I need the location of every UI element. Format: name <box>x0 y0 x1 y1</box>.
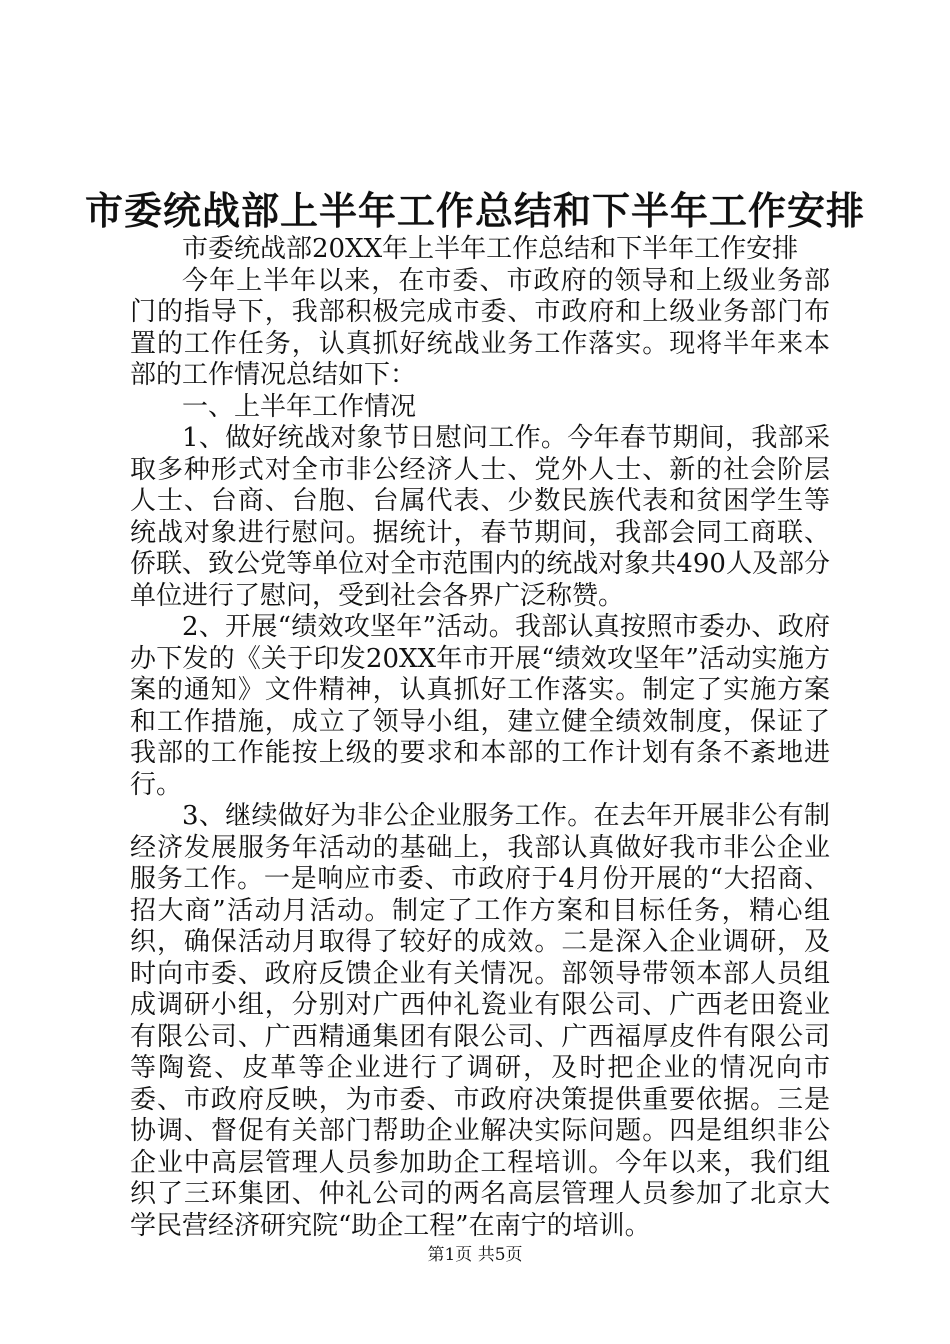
item-2-paragraph: 2、开展“绩效攻坚年”活动。我部认真按照市委办、政府办下发的《关于印发20XX年市开展“绩效攻坚年”活动实施方案的通知》文件精神，认真抓好工作落实。制定了实施方案和工作措施，成立了领导小组，建立健全绩效制度，保证了我部的工作能按上级的要求和本部的工作计划有条不紊地进行。 <box>130 612 830 800</box>
intro-paragraph: 今年上半年以来，在市委、市政府的领导和上级业务部门的指导下，我部积极完成市委、市政府和上级业务部门布置的工作任务，认真抓好统战业务工作落实。现将半年来本部的工作情况总结如下： <box>130 265 830 390</box>
page-footer: 第1页 共5页 <box>427 1245 523 1265</box>
item-3-paragraph: 3、继续做好为非公企业服务工作。在去年开展非公有制经济发展服务年活动的基础上，我部认真做好我市非公企业服务工作。一是响应市委、市政府于4月份开展的“大招商、招大商”活动月活动。制定了工作方案和目标任务，精心组织，确保活动月取得了较好的成效。二是深入企业调研，及时向市委、政府反馈企业有关情况。部领导带领本部人员组成调研小组，分别对广西仲礼瓷业有限公司、广西老田瓷业有限公司、广西精通集团有限公司、广西福厚皮件有限公司等陶瓷、皮革等企业进行了调研，及时把企业的情况向市委、市政府反映，为市委、市政府决策提供重要依据。三是协调、督促有关部门帮助企业解决实际问题。四是组织非公企业中高层管理人员参加助企工程培训。今年以来，我们组织了三环集团、仲礼公司的两名高层管理人员参加了北京大学民营经济研究院“助企工程”在南宁的培训。 <box>130 801 830 1241</box>
document-title: 市委统战部上半年工作总结和下半年工作安排 <box>84 188 865 233</box>
item-1-paragraph: 1、做好统战对象节日慰问工作。今年春节期间，我部采取多种形式对全市非公经济人士、党外人士、新的社会阶层人士、台商、台胞、台属代表、少数民族代表和贫困学生等统战对象进行慰问。据统计，春节期间，我部会同工商联、侨联、致公党等单位对全市范围内的统战对象共490人及部分单位进行了慰问，受到社会各界广泛称赞。 <box>130 423 830 611</box>
document-body <box>130 234 830 1242</box>
subtitle-paragraph: 市委统战部20XX年上半年工作总结和下半年工作安排 <box>182 234 799 264</box>
section-heading: 一、上半年工作情况 <box>182 391 417 422</box>
